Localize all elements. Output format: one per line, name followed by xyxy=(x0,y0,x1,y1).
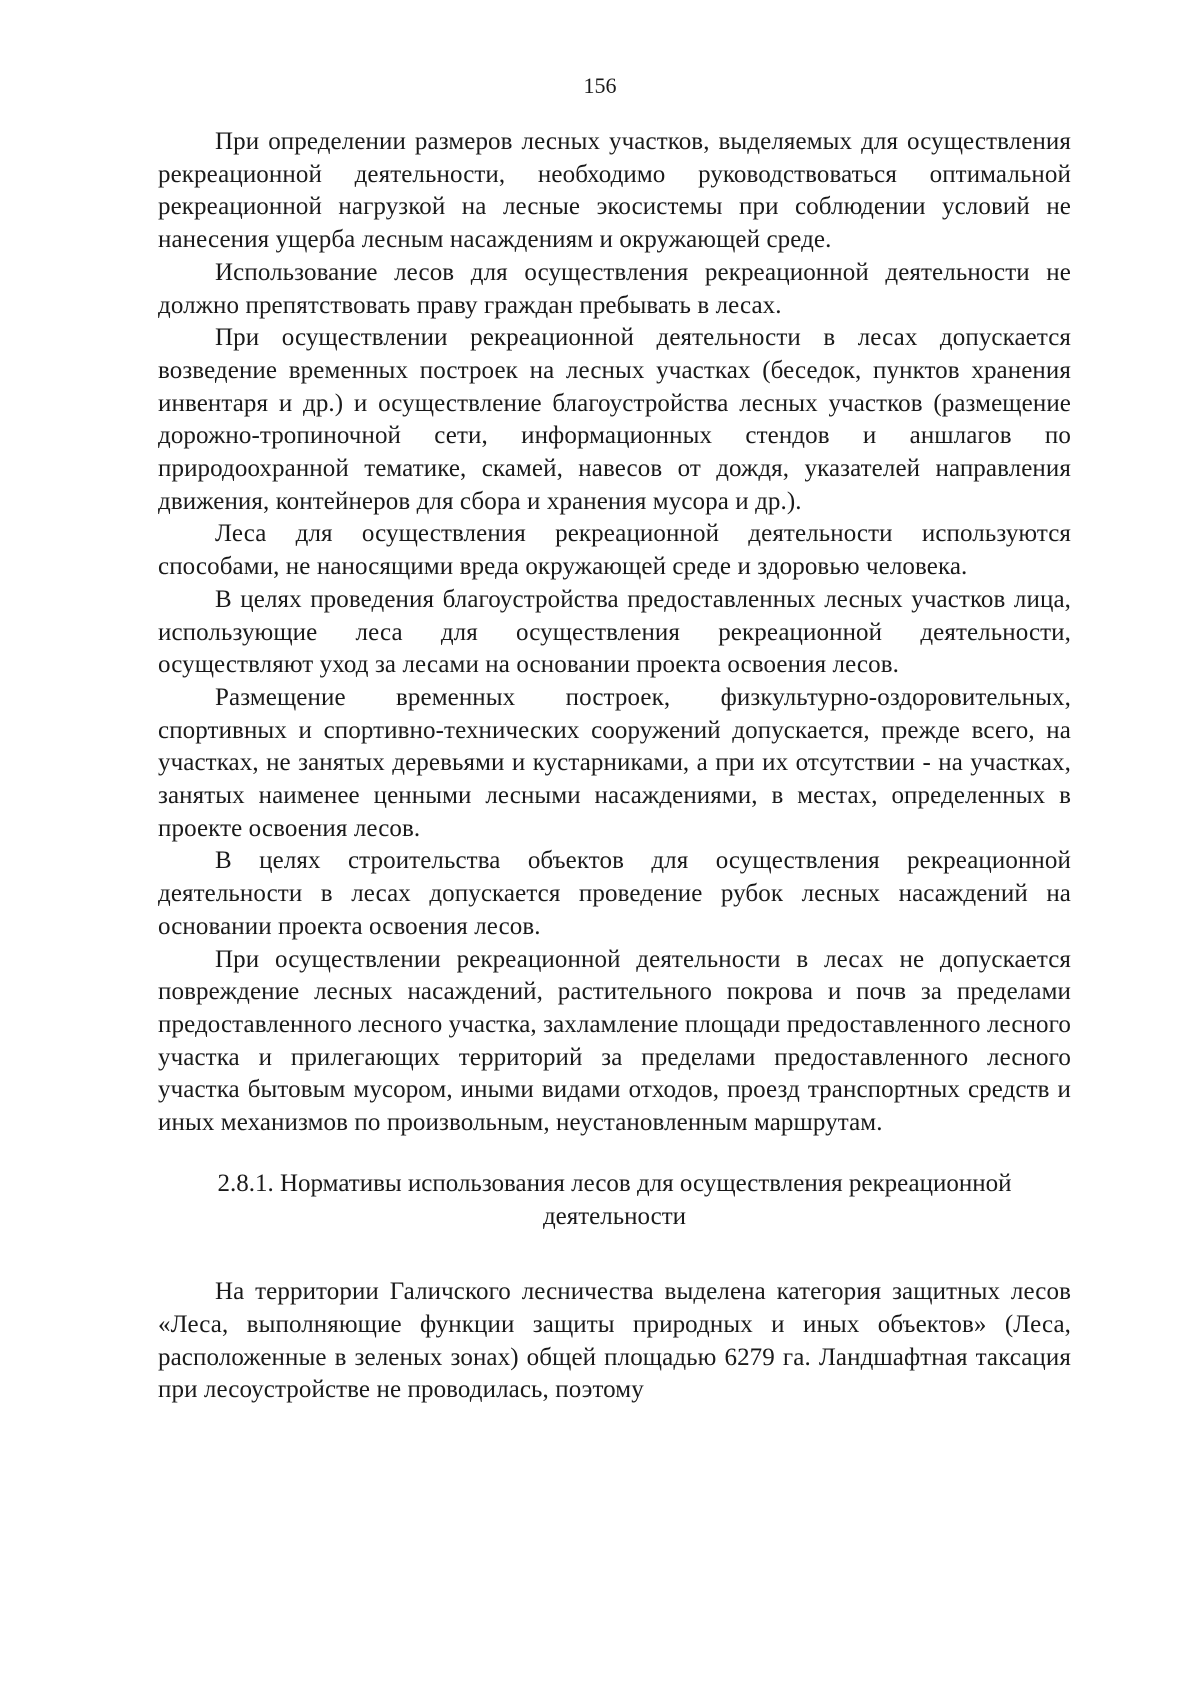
paragraph: На территории Галичского лесничества выделена категория защитных лесов «Леса, выполняющие функции защиты природных и иных объектов» (Леса, расположенные в зеленых зонах) общей площадью 6279 га. Ландшафтная таксация при лесоустройстве не проводилась, поэтому xyxy=(158,1278,1071,1404)
section-heading xyxy=(158,1168,1071,1233)
paragraph: В целях проведения благоустройства предоставленных лесных участков лица, использующие леса для осуществления рекреационной деятельности, осуществляют уход за лесами на основании проекта освоения лесов. xyxy=(158,585,1071,679)
paragraph: Леса для осуществления рекреационной деятельности используются способами, не наносящими вреда окружающей среде и здоровью человека. xyxy=(158,520,1071,581)
paragraph: При осуществлении рекреационной деятельности в лесах допускается возведение временных построек на лесных участках (беседок, пунктов хранения инвентаря и др.) и осуществление благоустройства лесных участков (размещение дорожно-тропиночной сети, информационных стендов и аншлагов по природоохранной тематике, скамей, навесов от дождя, указателей направления движения, контейнеров для сбора и хранения мусора и др.). xyxy=(158,324,1071,515)
page-body xyxy=(158,126,1071,1407)
paragraph: Использование лесов для осуществления рекреационной деятельности не должно препятствовать праву граждан пребывать в лесах. xyxy=(158,258,1071,319)
page-number: 156 xyxy=(583,73,617,98)
paragraph: В целях строительства объектов для осуществления рекреационной деятельности в лесах допускается проведение рубок лесных насаждений на основании проекта освоения лесов. xyxy=(158,847,1071,940)
paragraph: При определении размеров лесных участков, выделяемых для осуществления рекреационной деятельности, необходимо руководствоваться оптимальной рекреационной нагрузкой на лесные экосистемы при соблюдении условий не нанесения ущерба лесным насаждениям и окружающей среде. xyxy=(158,128,1071,254)
paragraph: Размещение временных построек, физкультурно-оздоровительных, спортивных и спортивно-технических сооружений допускается, прежде всего, на участках, не занятых деревьями и кустарниками, а при их отсутствии - на участках, занятых наименее ценными лесными насаждениями, в местах, определенных в проекте освоения лесов. xyxy=(158,683,1071,842)
section-heading-line1: 2.8.1. Нормативы использования лесов для осуществления рекреационной xyxy=(217,1169,1012,1197)
section-heading-line2: деятельности xyxy=(542,1202,687,1230)
paragraph: При осуществлении рекреационной деятельности в лесах не допускается повреждение лесных насаждений, растительного покрова и почв за пределами предоставленного лесного участка, захламление площади предоставленного лесного участка и прилегающих территорий за пределами предоставленного лесного участка бытовым мусором, иными видами отходов, проезд транспортных средств и иных механизмов по произвольным, неустановленным маршрутам. xyxy=(158,945,1071,1137)
